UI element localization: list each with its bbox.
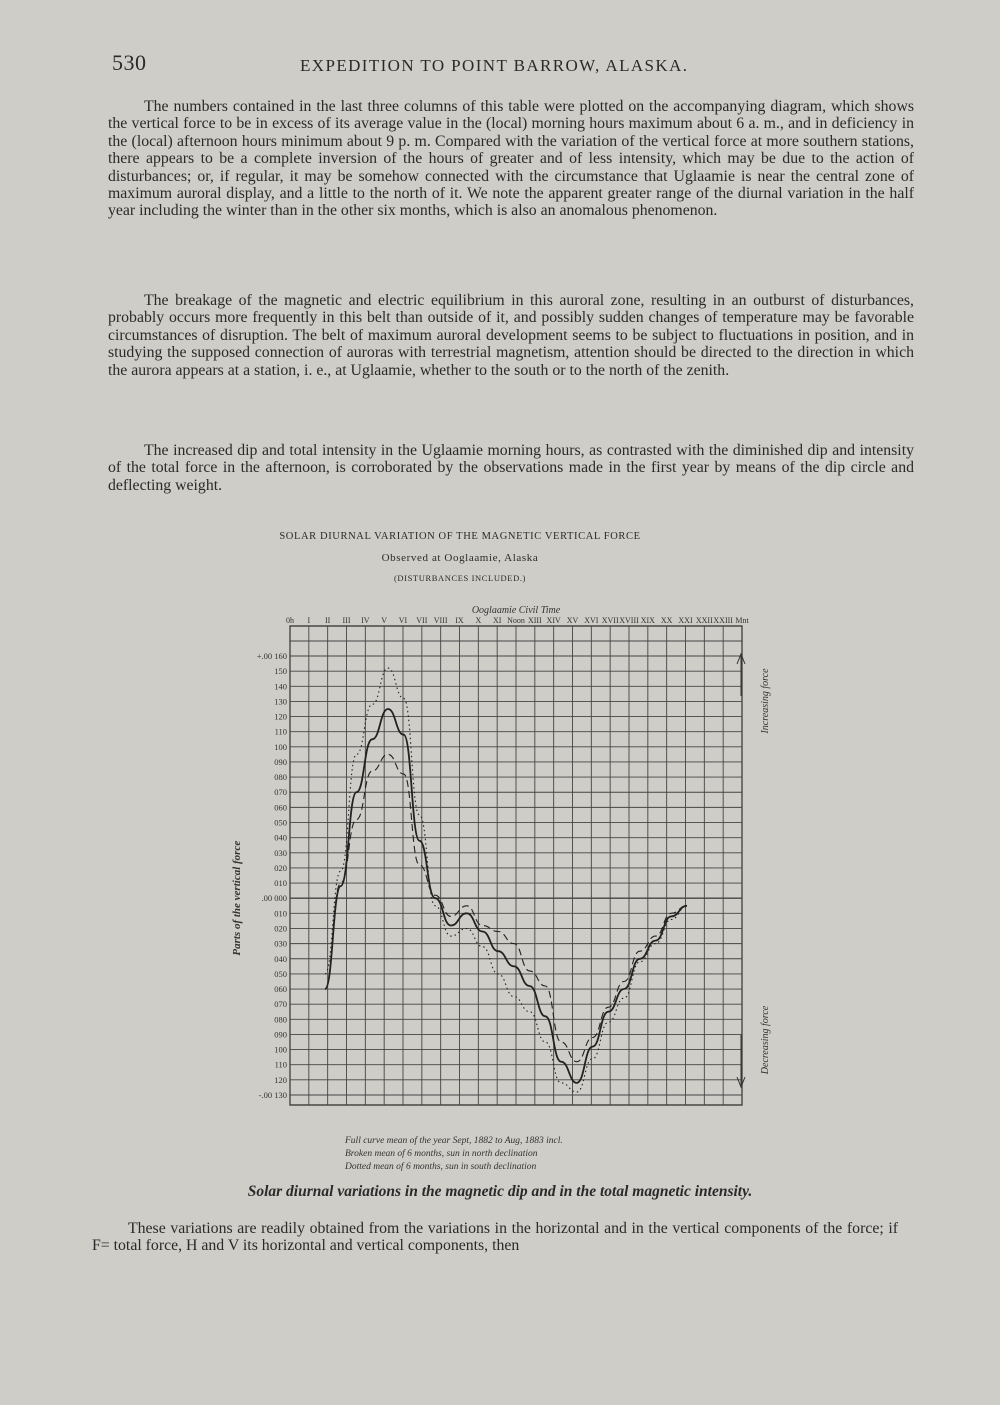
paragraph-4-text: These variations are readily obtained from the variations in the horizontal and in the vertical components of the force; if F= total force, H and V its horizontal and vertical components, then — [92, 1220, 898, 1255]
page-number: 530 — [112, 50, 147, 75]
chart-labels — [231, 605, 771, 1100]
plot-frame — [290, 626, 742, 1105]
y-tick-label: 040 — [274, 953, 287, 964]
y-tick-label: 110 — [274, 726, 287, 737]
paragraph-2-text: The breakage of the magnetic and electric equilibrium in this auroral zone, resulting in an outburst of disturbances, probably occurs more frequently in this belt than outside of it, and possibly sudden changes of temperature may be favorable circumstances of disruption. The belt of maximum auroral development seems to be subject to fluctuations in position, and in studying the supposed connection of auroras with terrestrial magnetism, attention should be directed to the direction in which the aurora appears at a station, i. e., at Uglaamie, whether to the south or to the north of the zenith. — [108, 292, 914, 379]
x-tick-label: 0h — [286, 616, 294, 625]
y-tick-label: 080 — [274, 1014, 287, 1025]
x-tick-label: XXII — [695, 616, 713, 625]
right-label-decreasing: Decreasing force — [760, 1005, 771, 1075]
paragraph-4 — [92, 1220, 898, 1255]
x-tick-label: XVI — [584, 616, 599, 625]
x-tick-label: VII — [416, 616, 428, 625]
x-tick-label: Noon — [507, 616, 525, 625]
x-tick-label: I — [307, 616, 311, 625]
y-tick-label: -.00 130 — [258, 1090, 287, 1100]
series-line-dotted — [325, 668, 687, 1092]
x-tick-label: VI — [398, 616, 408, 625]
paragraph-3-text: The increased dip and total intensity in the Uglaamie morning hours, as contrasted with the diminished dip and intensity of the total force in the afternoon, is corroborated by the observations made in the first year by means of the dip circle and deflecting weight. — [108, 442, 914, 494]
paragraph-1-text: The numbers contained in the last three columns of this table were plotted on the accompanying diagram, which shows the vertical force to be in excess of its average value in the (local) morning hours maximum about 6 a. m., and in deficiency in the (local) afternoon hours minimum about 9 p. m. Compared with the variation of the vertical force at more southern stations, there appears to be a complete inversion of the hours of greater and of less intensity, which may be due to the action of disturbances; or, if regular, it may be somehow connected with the circumstance that Uglaamie is near the central zone of maximum auroral display, and a little to the north of it. We note the apparent greater range of the diurnal variation in the half year including the winter than in the other six months, which is also an anomalous phenomenon. — [108, 98, 914, 220]
right-label-increasing: Increasing force — [760, 668, 771, 734]
x-tick-label: XVII — [601, 616, 619, 625]
y-tick-label: 150 — [274, 666, 287, 677]
y-tick-label: 030 — [274, 938, 287, 949]
y-tick-label: 010 — [274, 908, 287, 919]
series-line-dashed — [325, 754, 687, 1061]
y-tick-label: 100 — [274, 1044, 287, 1055]
x-tick-label: XXIII — [713, 616, 733, 625]
y-tick-label: 050 — [274, 817, 287, 828]
x-tick-label: X — [475, 616, 482, 625]
x-tick-label: XIV — [546, 616, 561, 625]
x-tick-label: IV — [361, 616, 370, 625]
x-tick-label: V — [381, 616, 388, 625]
y-tick-label: 090 — [274, 756, 287, 767]
x-tick-label: XI — [492, 616, 502, 625]
y-tick-label: +.00 160 — [256, 651, 287, 661]
x-tick-label: XIX — [640, 616, 655, 625]
y-tick-label: 060 — [274, 802, 287, 813]
chart-note: (DISTURBANCES INCLUDED.) — [394, 573, 526, 583]
y-tick-label: .00 000 — [261, 893, 287, 904]
y-tick-label: 060 — [274, 984, 287, 995]
chart-series — [325, 668, 687, 1092]
y-tick-label: 020 — [274, 862, 287, 873]
y-tick-label: 140 — [274, 681, 287, 692]
paragraph-2 — [108, 292, 914, 379]
y-axis-title: Parts of the vertical force — [231, 840, 243, 956]
x-tick-label: II — [325, 616, 331, 625]
y-tick-label: 120 — [274, 711, 287, 722]
y-tick-label: 030 — [274, 847, 287, 858]
x-tick-label: IX — [455, 616, 464, 625]
y-tick-label: 080 — [274, 772, 287, 783]
y-tick-label: 070 — [274, 787, 287, 798]
y-tick-label: 020 — [274, 923, 287, 934]
series-line-solid — [325, 709, 687, 1083]
chart-legend — [344, 1135, 563, 1172]
x-tick-label: XV — [566, 616, 579, 625]
running-title: EXPEDITION TO POINT BARROW, ALASKA. — [300, 56, 689, 75]
x-tick-label: XXI — [678, 616, 693, 625]
figure-caption: Solar diurnal variations in the magnetic dip and in the total magnetic intensity. — [247, 1183, 753, 1200]
x-tick-label: XVIII — [619, 616, 639, 625]
y-tick-label: 130 — [274, 696, 287, 707]
y-tick-label: 040 — [274, 832, 287, 843]
legend-entry: Full curve mean of the year Sept, 1882 to Aug, 1883 incl. — [345, 1136, 563, 1146]
chart-title: SOLAR DIURNAL VARIATION OF THE MAGNETIC VERTICAL FORCE — [279, 531, 641, 542]
y-tick-label: 100 — [274, 741, 287, 752]
y-tick-label: 110 — [274, 1059, 287, 1070]
y-tick-label: 090 — [274, 1029, 287, 1040]
x-tick-label: XIII — [527, 616, 542, 625]
x-tick-label: III — [342, 616, 351, 625]
x-tick-label: VIII — [433, 616, 448, 625]
paragraph-3 — [108, 442, 914, 494]
legend-entry: Broken mean of 6 months, sun in north declination — [345, 1149, 538, 1159]
legend-entry: Dotted mean of 6 months, sun in south declination — [345, 1162, 537, 1172]
y-tick-label: 120 — [274, 1074, 287, 1085]
y-tick-label: 070 — [274, 999, 287, 1010]
arrow-down-head — [737, 1077, 745, 1087]
paragraph-1 — [108, 98, 914, 220]
chart-subtitle: Observed at Ooglaamie, Alaska — [381, 552, 539, 564]
x-tick-label: Mnt — [735, 616, 749, 625]
y-tick-label: 050 — [274, 968, 287, 979]
x-tick-label: XX — [660, 616, 673, 625]
x-axis-title: Ooglaamie Civil Time — [471, 605, 561, 616]
arrow-up-head — [737, 654, 745, 664]
y-tick-label: 010 — [274, 878, 287, 889]
chart-grid — [290, 626, 742, 1105]
